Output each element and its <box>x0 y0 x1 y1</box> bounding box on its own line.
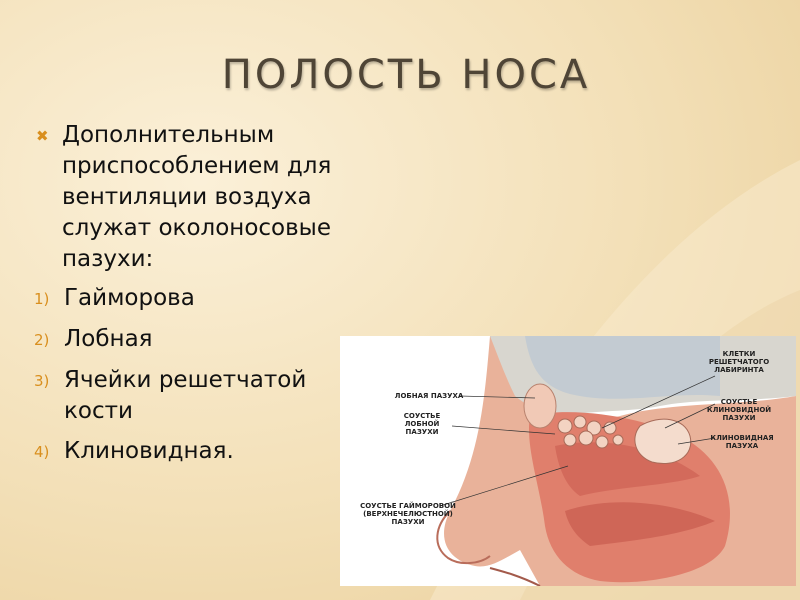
label-sphenoid-sinus: КЛИНОВИДНАЯ ПАЗУХА <box>710 434 774 450</box>
anatomy-figure <box>340 336 796 586</box>
label-sphenoid-ostium: СОУСТЬЕ КЛИНОВИДНОЙ ПАЗУХИ <box>706 398 772 422</box>
sinus-list <box>34 283 374 468</box>
list-item-text: Клиновидная. <box>64 438 234 464</box>
list-item <box>34 436 374 468</box>
x-cross-bullet-icon: ✖ <box>36 127 49 145</box>
list-number: 4) <box>34 443 50 461</box>
list-item <box>34 283 374 315</box>
label-frontal-sinus: ЛОБНАЯ ПАЗУХА <box>394 392 464 400</box>
label-frontal-ostium: СОУСТЬЕ ЛОБНОЙ ПАЗУХИ <box>403 412 441 436</box>
slide-title: ПОЛОСТЬ НОСА <box>221 52 591 98</box>
list-item <box>34 324 374 356</box>
label-ethmoid-cells: КЛЕТКИ РЕШЕТЧАТОГО ЛАБИРИНТА <box>708 350 770 374</box>
intro-text: Дополнительным приспособлением для вентиляции воздуха служат околоносовые пазухи: <box>62 122 332 272</box>
slide-content <box>34 120 374 477</box>
list-item-text: Лобная <box>64 326 153 352</box>
list-number: 1) <box>34 290 50 308</box>
list-number: 3) <box>34 372 50 390</box>
list-number: 2) <box>34 331 50 349</box>
intro-bullet <box>34 120 374 275</box>
list-item-text: Гайморова <box>64 285 195 311</box>
list-item-text: Ячейки решетчатой кости <box>64 367 307 424</box>
label-maxillary-ostium: СОУСТЬЕ ГАЙМОРОВОЙ (ВЕРХНЕЧЕЛЮСТНОЙ) ПАЗУХИ <box>360 502 456 526</box>
list-item <box>34 365 374 427</box>
